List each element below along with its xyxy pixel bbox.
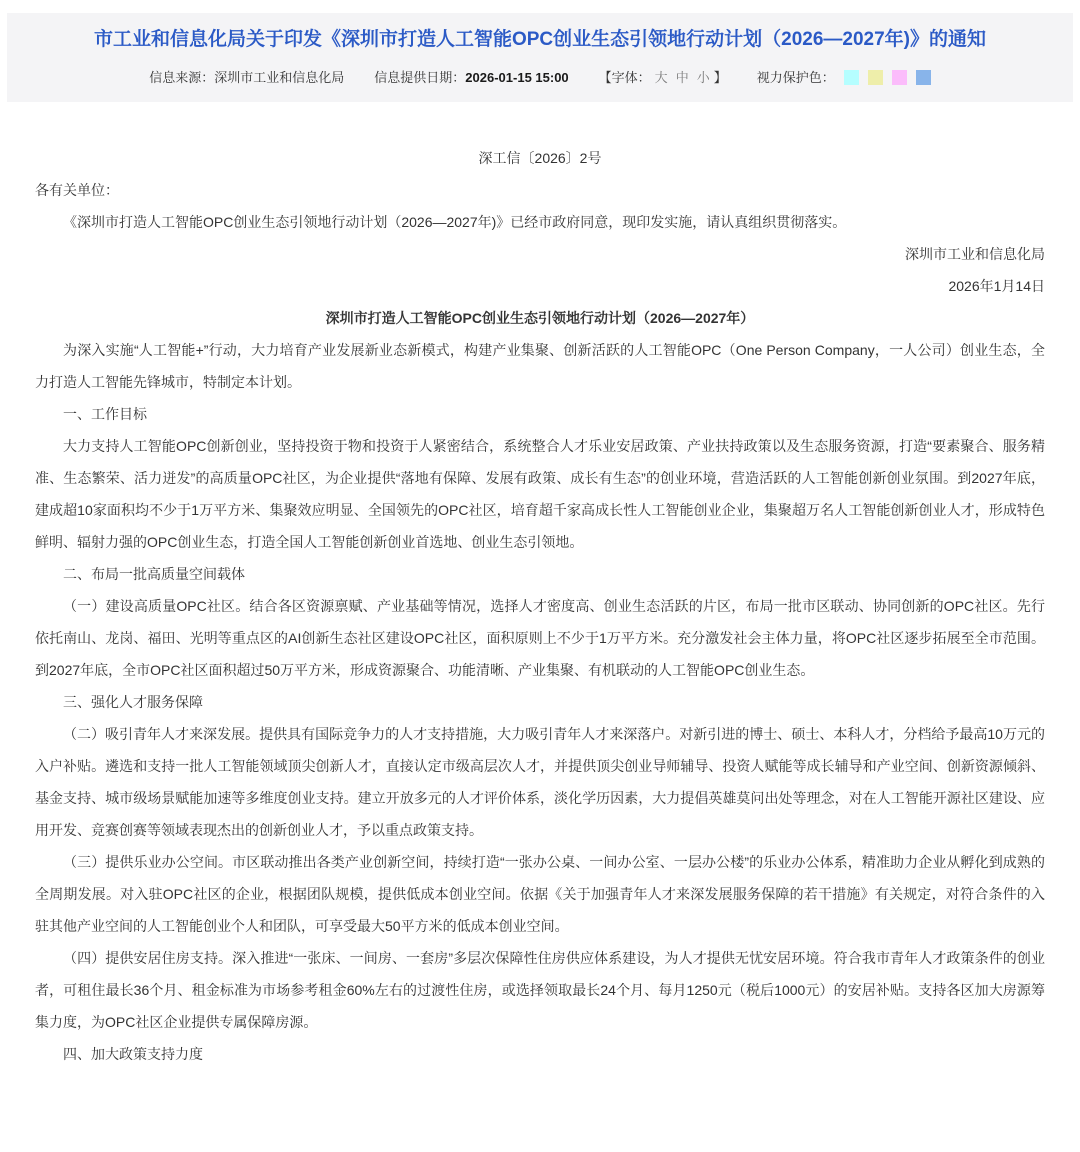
info-source-value: 深圳市工业和信息化局 <box>214 69 345 85</box>
font-size-label-close: 】 <box>713 69 727 85</box>
doc-number: 深工信〔2026〕2号 <box>478 149 602 166</box>
intro-paragraph: 《深圳市打造人工智能OPC创业生态引领地行动计划（2026—2027年)》已经市政府同意，现印发实施，请认真组织贯彻落实。 <box>63 213 847 230</box>
paragraph-intro-plan: 为深入实施“人工智能+”行动，大力培育产业发展新业态新模式，构建产业集聚、创新活跃的人工智能OPC（One Person Company，一人公司）创业生态，全力打造人工智能先锋城市，特制定本计划。 <box>35 341 1045 390</box>
plan-title: 深圳市打造人工智能OPC创业生态引领地行动计划（2026—2027年） <box>325 309 755 326</box>
article-meta-row <box>31 69 1049 87</box>
salutation: 各有关单位： <box>35 181 119 198</box>
issue-date-line: 2026年1月14日 <box>948 277 1045 294</box>
page-title: 市工业和信息化局关于印发《深圳市打造人工智能OPC创业生态引领地行动计划（2026—2027年)》的通知 <box>93 29 987 50</box>
paragraph-item-2: （二）吸引青年人才来深发展。提供具有国际竞争力的人才支持措施，大力吸引青年人才来深落户。对新引进的博士、硕士、本科人才，分档给予最高10万元的入户补贴。遴选和支持一批人工智能领域顶尖创新人才，直接认定市级高层次人才，并提供顶尖创业导师辅导、投资人赋能等成长辅导和产业空间、创新资源倾斜、基金支持、城市级场景赋能加速等多维度创业支持。建立开放多元的人才评价体系，淡化学历因素，大力提倡英雄莫问出处等理念，对在人工智能开源社区建设、应用开发、竞赛创赛等领域表现杰出的创新创业人才，予以重点政策支持。 <box>35 725 1045 838</box>
section-heading-3: 三、强化人才服务保障 <box>63 693 203 710</box>
info-source-label: 信息来源： <box>149 69 215 85</box>
eye-protect-label: 视力保护色： <box>756 69 835 85</box>
article-header <box>7 13 1073 102</box>
font-size-small-button[interactable]: 小 <box>696 69 710 85</box>
paragraph-item-3: （三）提供乐业办公空间。市区联动推出各类产业创新空间，持续打造“一张办公桌、一间办公室、一层办公楼”的乐业办公体系，精准助力企业从孵化到成熟的全周期发展。对入驻OPC社区的企业，根据团队规模，提供低成本创业空间。依据《关于加强青年人才来深发展服务保障的若干措施》有关规定，对符合条件的入驻其他产业空间的人工智能创业个人和团队，可享受最大50平方米的低成本创业空间。 <box>35 853 1045 934</box>
info-date-value: 2026-01-15 15:00 <box>465 69 569 85</box>
font-size-label-open: 【字体： <box>598 69 651 85</box>
font-size-large-button[interactable]: 大 <box>654 69 668 85</box>
paragraph-item-1: （一）建设高质量OPC社区。结合各区资源禀赋、产业基础等情况，选择人才密度高、创业生态活跃的片区，布局一批市区联动、协同创新的OPC社区。先行依托南山、龙岗、福田、光明等重点区的AI创新生态社区建设OPC社区，面积原则上不少于1万平方米。充分激发社会主体力量，将OPC社区逐步拓展至全市范围。到2027年底，全市OPC社区面积超过50万平方米，形成资源聚合、功能清晰、产业集聚、有机联动的人工智能OPC创业生态。 <box>35 597 1045 678</box>
issuer-line: 深圳市工业和信息化局 <box>905 245 1045 262</box>
eye-color-blue-button[interactable] <box>916 70 931 85</box>
section-heading-1: 一、工作目标 <box>63 405 147 422</box>
eye-color-yellow-button[interactable] <box>868 70 883 85</box>
eye-color-pink-button[interactable] <box>892 70 907 85</box>
font-size-medium-button[interactable]: 中 <box>675 69 689 85</box>
info-date-label: 信息提供日期： <box>374 69 466 85</box>
page <box>0 13 1080 1070</box>
section-heading-2: 二、布局一批高质量空间载体 <box>63 565 245 582</box>
eye-color-cyan-button[interactable] <box>844 70 859 85</box>
paragraph-goals: 大力支持人工智能OPC创新创业，坚持投资于物和投资于人紧密结合，系统整合人才乐业安居政策、产业扶持政策以及生态服务资源，打造“要素聚合、服务精准、生态繁荣、活力迸发”的高质量OPC社区，为企业提供“落地有保障、发展有政策、成长有生态”的创业环境，营造活跃的人工智能创新创业氛围。到2027年底，建成超10家面积均不少于1万平方米、集聚效应明显、全国领先的OPC社区，培育超千家高成长性人工智能创业企业，集聚超万名人工智能创新创业人才，形成特色鲜明、辐射力强的OPC创业生态，打造全国人工智能创新创业首选地、创业生态引领地。 <box>35 437 1045 550</box>
document-body <box>0 102 1080 1070</box>
paragraph-item-4: （四）提供安居住房支持。深入推进“一张床、一间房、一套房”多层次保障性住房供应体系建设，为人才提供无忧安居环境。符合我市青年人才政策条件的创业者，可租住最长36个月、租金标准为市场参考租金60%左右的过渡性住房，或选择领取最长24个月、每月1250元（税后1000元）的安居补贴。支持各区加大房源筹集力度，为OPC社区企业提供专属保障房源。 <box>35 949 1045 1030</box>
section-heading-4: 四、加大政策支持力度 <box>63 1045 203 1062</box>
